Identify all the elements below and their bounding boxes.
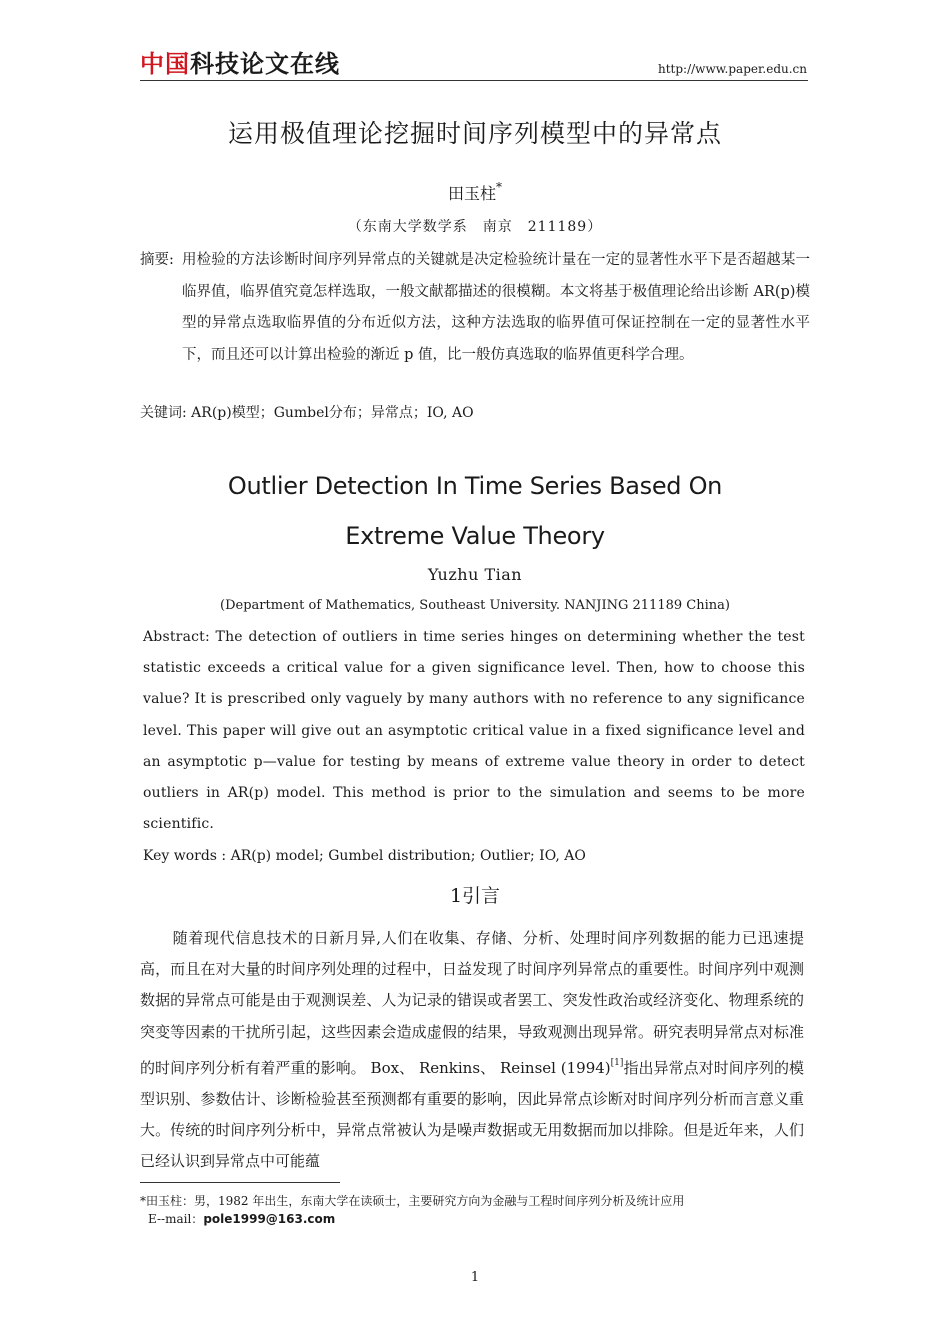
keywords-cn-label: 关键词: [140, 405, 187, 421]
keywords-cn-text: AR(p)模型；Gumbel分布；异常点；IO, AO [186, 405, 474, 421]
abstract-cn-label: 摘要: [140, 252, 174, 268]
affiliation-en: (Department of Mathematics, Southeast University. NANJING 211189 China) [220, 598, 730, 613]
abstract-cn-text: 用检验的方法诊断时间序列异常点的关键就是决定检验统计量在一定的显著性水平下是否超越某一临界值，临界值究竟怎样选取，一般文献都描述的很模糊。本文将基于极值理论给出诊断 AR(p)模型的异常点选取临界值的分布近似方法，这种方法选取的临界值可保证控制在一定的显著性水平下，而且还可以计算出检验的渐近 p 值，比一般仿真选取的临界值更科学合理。 [182, 252, 810, 363]
journal-url[interactable]: http://www.paper.edu.cn [657, 62, 807, 76]
footnote-divider [140, 1182, 340, 1183]
section-body-part1: 随着现代信息技术的日新月异,人们在收集、存储、分析、处理时间序列数据的能力已迅速提高，而且在对大量的时间序列处理的过程中，日益发现了时间序列异常点的重要性。时间序列中观测数据的异常点可能是由于观测误差、人为记录的错误或者罢工、突发性政治或经济变化、物理系统的突变等因素的干扰所引起，这些因素会造成虚假的结果，导致观测出现异常。研究表明异常点对标准的时间序列分析有着严重的影响。 Box、 Renkins、 Reinsel (1994) [140, 929, 804, 1077]
page-number: 1 [470, 1270, 480, 1285]
section-body-part2: 指出异常点对时间序列的模型识别、参数估计、诊断检验甚至预测都有重要的影响，因此异常点诊断对时间序列分析而言意义重大。传统的时间序列分析中，异常点常被认为是噪声数据或无用数据而加以排除。但是近年来，人们已经认识到异常点中可能蕴 [140, 1058, 804, 1171]
journal-logo [140, 50, 340, 78]
footnote-text: *田玉柱：男，1982 年出生，东南大学在读硕士，主要研究方向为金融与工程时间序列分析及统计应用 [140, 1194, 685, 1208]
abstract-en [143, 622, 805, 840]
keywords-en-label: Key words : [143, 848, 227, 864]
keywords-en-text: AR(p) model; Gumbel distribution; Outlier; IO, AO [226, 848, 586, 864]
email-label: E--mail： [148, 1212, 204, 1226]
author-cn [0, 176, 950, 205]
citation-ref[interactable]: [1] [610, 1057, 624, 1068]
abstract-en-label: Abstract: [143, 629, 210, 645]
logo-red-text: 中国 [140, 50, 190, 78]
author-name-cn: 田玉柱 [447, 184, 496, 203]
paper-title-en-line2: Extreme Value Theory [345, 522, 605, 550]
footnote-email [148, 1211, 335, 1228]
keywords-cn [140, 403, 474, 423]
author-en: Yuzhu Tian [427, 565, 523, 584]
paper-title-en-line1: Outlier Detection In Time Series Based On [227, 472, 723, 500]
section-heading: 1引言 [449, 885, 501, 907]
keywords-en [143, 846, 586, 866]
email-address[interactable]: pole1999@163.com [203, 1212, 336, 1226]
logo-black-text: 科技论文在线 [190, 50, 340, 78]
abstract-cn [140, 245, 810, 371]
author-footnote-mark: * [496, 180, 502, 194]
section-body [140, 923, 804, 1178]
header-divider [140, 80, 808, 81]
abstract-en-text: The detection of outliers in time series hinges on determining whether the test statistic exceeds a critical value for a given significance level. Then, how to choose this value? It is prescribed only vaguely by many authors with no reference to any significance level. This paper will give out an asymptotic critical value in a fixed significance level and an asymptotic p—value for testing by means of extreme value theory in order to detect outliers in AR(p) model. This method is prior to the simulation and seems to be more scientific. [143, 629, 805, 833]
affiliation-cn: （东南大学数学系 南京 211189） [347, 219, 603, 235]
paper-title-cn: 运用极值理论挖掘时间序列模型中的异常点 [227, 119, 722, 148]
